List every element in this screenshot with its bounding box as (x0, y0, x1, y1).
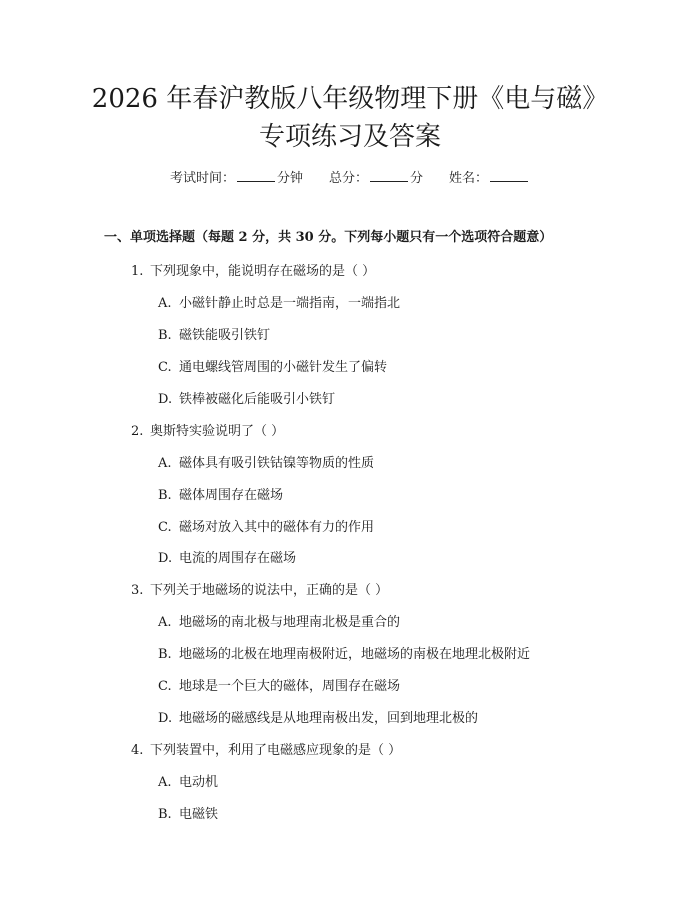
option-text: 磁体具有吸引铁钴镍等物质的性质 (179, 456, 375, 471)
option-letter: C. (158, 520, 172, 535)
option-text: 地磁场的北极在地理南极附近，地磁场的南极在地理北极附近 (179, 647, 531, 662)
question-text: 下列现象中，能说明存在磁场的是（ ） (150, 264, 376, 279)
option-letter: B. (158, 488, 172, 503)
option-letter: D. (158, 392, 173, 407)
question-number: 3. (131, 583, 144, 598)
option-text: 磁场对放入其中的磁体有力的作用 (179, 520, 375, 535)
time-label: 考试时间： (169, 171, 235, 186)
question-1 (131, 262, 375, 282)
score-unit: 分 (410, 171, 424, 186)
option-letter: B. (158, 807, 172, 822)
time-blank (237, 168, 275, 182)
question-4 (131, 741, 401, 761)
question-4-option-a (158, 773, 218, 793)
option-text: 地球是一个巨大的磁体，周围存在磁场 (179, 679, 401, 694)
option-letter: A. (158, 615, 172, 630)
question-3-option-d (158, 709, 478, 729)
option-letter: B. (158, 647, 172, 662)
option-letter: D. (158, 551, 173, 566)
question-4-option-b (158, 805, 218, 825)
question-1-option-c (158, 358, 387, 378)
name-blank (490, 168, 528, 182)
option-text: 磁体周围存在磁场 (179, 488, 284, 503)
option-letter: A. (158, 296, 172, 311)
option-text: 小磁针静止时总是一端指南，一端指北 (179, 296, 401, 311)
option-text: 铁棒被磁化后能吸引小铁钉 (179, 392, 336, 407)
option-text: 磁铁能吸引铁钉 (179, 328, 271, 343)
question-3-option-b (158, 645, 530, 665)
question-number: 4. (131, 743, 144, 758)
option-text: 地磁场的南北极与地理南北极是重合的 (179, 615, 401, 630)
score-label: 总分： (328, 171, 368, 186)
option-letter: B. (158, 328, 172, 343)
question-text: 奥斯特实验说明了（ ） (150, 424, 285, 439)
question-2-option-c (158, 518, 374, 538)
question-1-option-a (158, 294, 400, 314)
name-label: 姓名： (449, 171, 489, 186)
option-text: 电流的周围存在磁场 (179, 551, 297, 566)
exam-title-line1: 2026 年春沪教版八年级物理下册《电与磁》 (91, 84, 609, 114)
option-letter: A. (158, 456, 172, 471)
question-2-option-b (158, 486, 283, 506)
option-letter: A. (158, 775, 172, 790)
question-number: 2. (131, 424, 144, 439)
question-1-option-d (158, 390, 335, 410)
section-title: 一、单项选择题（每题 2 分，共 30 分。下列每小题只有一个选项符合题意） (104, 230, 553, 245)
option-letter: C. (158, 679, 172, 694)
question-2-option-a (158, 454, 374, 474)
question-number: 1. (131, 264, 144, 279)
question-1-option-b (158, 326, 270, 346)
question-2 (131, 422, 284, 442)
question-3-option-a (158, 613, 400, 633)
option-text: 通电螺线管周围的小磁针发生了偏转 (179, 360, 388, 375)
question-2-option-d (158, 549, 296, 569)
option-text: 地磁场的磁感线是从地理南极出发，回到地理北极的 (179, 711, 479, 726)
question-3 (131, 581, 388, 601)
question-3-option-c (158, 677, 400, 697)
exam-info-line (0, 168, 700, 189)
question-text: 下列装置中，利用了电磁感应现象的是（ ） (150, 743, 402, 758)
time-unit: 分钟 (276, 171, 303, 186)
option-letter: C. (158, 360, 172, 375)
question-text: 下列关于地磁场的说法中，正确的是（ ） (150, 583, 389, 598)
option-letter: D. (158, 711, 173, 726)
option-text: 电磁铁 (179, 807, 219, 822)
option-text: 电动机 (179, 775, 219, 790)
score-blank (370, 168, 408, 182)
exam-title-line2: 专项练习及答案 (258, 122, 441, 152)
